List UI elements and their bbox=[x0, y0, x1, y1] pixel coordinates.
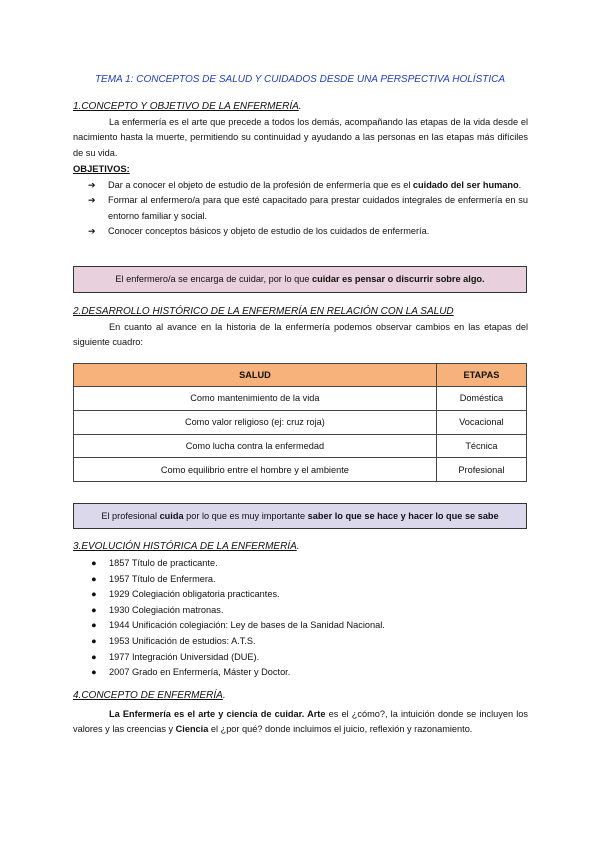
table-row bbox=[74, 434, 527, 458]
bullet-icon: ● bbox=[91, 667, 97, 678]
section4-heading-text: 4.CONCEPTO DE ENFERMERÍA bbox=[73, 690, 223, 701]
objectives-list bbox=[88, 178, 528, 240]
list-item bbox=[91, 650, 385, 666]
table-cell: Profesional bbox=[436, 458, 526, 482]
section3-heading-text: 3.EVOLUCIÓN HISTÓRICA DE LA ENFERMERÍA bbox=[73, 541, 297, 552]
timeline-list bbox=[91, 556, 385, 681]
section2-heading-text: 2.DESARROLLO HISTÓRICO DE LA ENFERMERÍA EN RELACIÓN CON LA SALUD bbox=[73, 306, 454, 317]
section4-paragraph bbox=[73, 707, 528, 738]
note-text: El enfermero/a se encarga de cuidar, por lo que bbox=[115, 274, 313, 284]
objective-item bbox=[88, 178, 528, 193]
list-item bbox=[91, 665, 385, 681]
table-cell: Como valor religioso (ej: cruz roja) bbox=[74, 410, 437, 434]
objective-post: . bbox=[518, 180, 522, 190]
bullet-icon: ● bbox=[91, 589, 97, 600]
section1-heading-text: 1.CONCEPTO Y OBJETIVO DE LA ENFERMERÍA bbox=[73, 101, 299, 112]
note-bold: cuidar es pensar o discurrir sobre algo. bbox=[312, 274, 485, 284]
bullet-icon: ● bbox=[91, 573, 97, 584]
bullet-icon: ● bbox=[91, 635, 97, 646]
table-header-row bbox=[74, 364, 527, 387]
list-item-text: 1953 Unificación de estudios: A.T.S. bbox=[109, 635, 256, 646]
section2-paragraph: En cuanto al avance en la historia de la enfermería podemos observar cambios en las etapas del siguiente cuadro: bbox=[73, 322, 528, 348]
table-cell: Como mantenimiento de la vida bbox=[74, 387, 437, 411]
column-header-etapas: ETAPAS bbox=[436, 364, 526, 387]
section3-heading: 3.EVOLUCIÓN HISTÓRICA DE LA ENFERMERÍA. bbox=[73, 541, 300, 552]
table-cell: Técnica bbox=[436, 434, 526, 458]
objectives-label: OBJETIVOS: bbox=[73, 163, 130, 174]
objective-text: Conocer conceptos básicos y objeto de estudio de los cuidados de enfermería. bbox=[108, 226, 430, 237]
list-item bbox=[91, 556, 385, 572]
note-text: El profesional bbox=[101, 511, 160, 521]
list-item bbox=[91, 603, 385, 619]
objective-text: Formar al enfermero/a para que esté capacitado para prestar cuidados integrales de enfermería en su entorno familiar y social. bbox=[108, 195, 528, 221]
table-row bbox=[74, 410, 527, 434]
table-cell: Como lucha contra la enfermedad bbox=[74, 434, 437, 458]
bullet-icon: ● bbox=[91, 651, 97, 662]
list-item-text: 1957 Título de Enfermera. bbox=[109, 573, 216, 584]
column-header-salud: SALUD bbox=[74, 364, 437, 387]
note-bold: cuida bbox=[159, 511, 184, 521]
note-box-profesional bbox=[73, 503, 527, 529]
objective-text: Dar a conocer el objeto de estudio de la profesión de enfermería que es el bbox=[108, 180, 413, 190]
list-item-text: 1929 Colegiación obligatoria practicantes. bbox=[109, 589, 280, 600]
section4-heading: 4.CONCEPTO DE ENFERMERÍA. bbox=[73, 690, 226, 701]
note-box-cuidar bbox=[73, 266, 527, 293]
note-text: por lo que es muy importante bbox=[183, 511, 308, 521]
list-item bbox=[91, 618, 385, 634]
table-row bbox=[74, 387, 527, 411]
list-item-text: 1977 Integración Universidad (DUE). bbox=[109, 651, 260, 662]
arrow-right-icon: ➔ bbox=[88, 195, 96, 206]
arrow-right-icon: ➔ bbox=[88, 226, 96, 237]
table-cell: Como equilibrio entre el hombre y el ambiente bbox=[74, 458, 437, 482]
definition-text: es el ¿cómo?, la intuición donde se incluyen los valores y las creencias y bbox=[73, 709, 528, 735]
list-item-text: 1930 Colegiación matronas. bbox=[109, 604, 224, 615]
section1-paragraph: La enfermería es el arte que precede a todos los demás, acompañando las etapas de la vida desde el nacimiento hasta la muerte, permitiendo su continuidad y ayudando a las personas en las etapas más difíciles de su vida. bbox=[73, 117, 528, 158]
note-bold: saber lo que se hace y hacer lo que se sabe bbox=[307, 511, 499, 521]
bullet-icon: ● bbox=[91, 558, 97, 568]
definition-text: el ¿por qué? donde incluimos el juicio, reflexión y razonamiento. bbox=[208, 724, 473, 735]
arrow-right-icon: ➔ bbox=[88, 180, 96, 190]
bullet-icon: ● bbox=[91, 604, 97, 615]
section1-heading: 1.CONCEPTO Y OBJETIVO DE LA ENFERMERÍA. bbox=[73, 101, 302, 112]
table-cell: Vocacional bbox=[436, 410, 526, 434]
table-cell: Doméstica bbox=[436, 387, 526, 411]
list-item-text: 2007 Grado en Enfermería, Máster y Doctor. bbox=[109, 667, 291, 678]
history-table bbox=[73, 363, 527, 482]
list-item bbox=[91, 572, 385, 588]
section2-heading bbox=[73, 306, 454, 317]
list-item-text: 1857 Título de practicante. bbox=[109, 558, 218, 568]
definition-bold: Ciencia bbox=[175, 724, 209, 735]
bullet-icon: ● bbox=[91, 620, 97, 631]
list-item bbox=[91, 634, 385, 650]
list-item bbox=[91, 587, 385, 603]
objective-item bbox=[88, 224, 528, 239]
objective-item bbox=[88, 193, 528, 224]
table-row bbox=[74, 458, 527, 482]
objective-bold: cuidado del ser humano bbox=[412, 180, 519, 190]
list-item-text: 1944 Unificación colegiación: Ley de bases de la Sanidad Nacional. bbox=[109, 620, 385, 631]
document-title: TEMA 1: CONCEPTOS DE SALUD Y CUIDADOS DESDE UNA PERSPECTIVA HOLÍSTICA bbox=[94, 74, 506, 85]
definition-bold: La Enfermería es el arte y ciencia de cuidar. Arte bbox=[109, 709, 326, 719]
